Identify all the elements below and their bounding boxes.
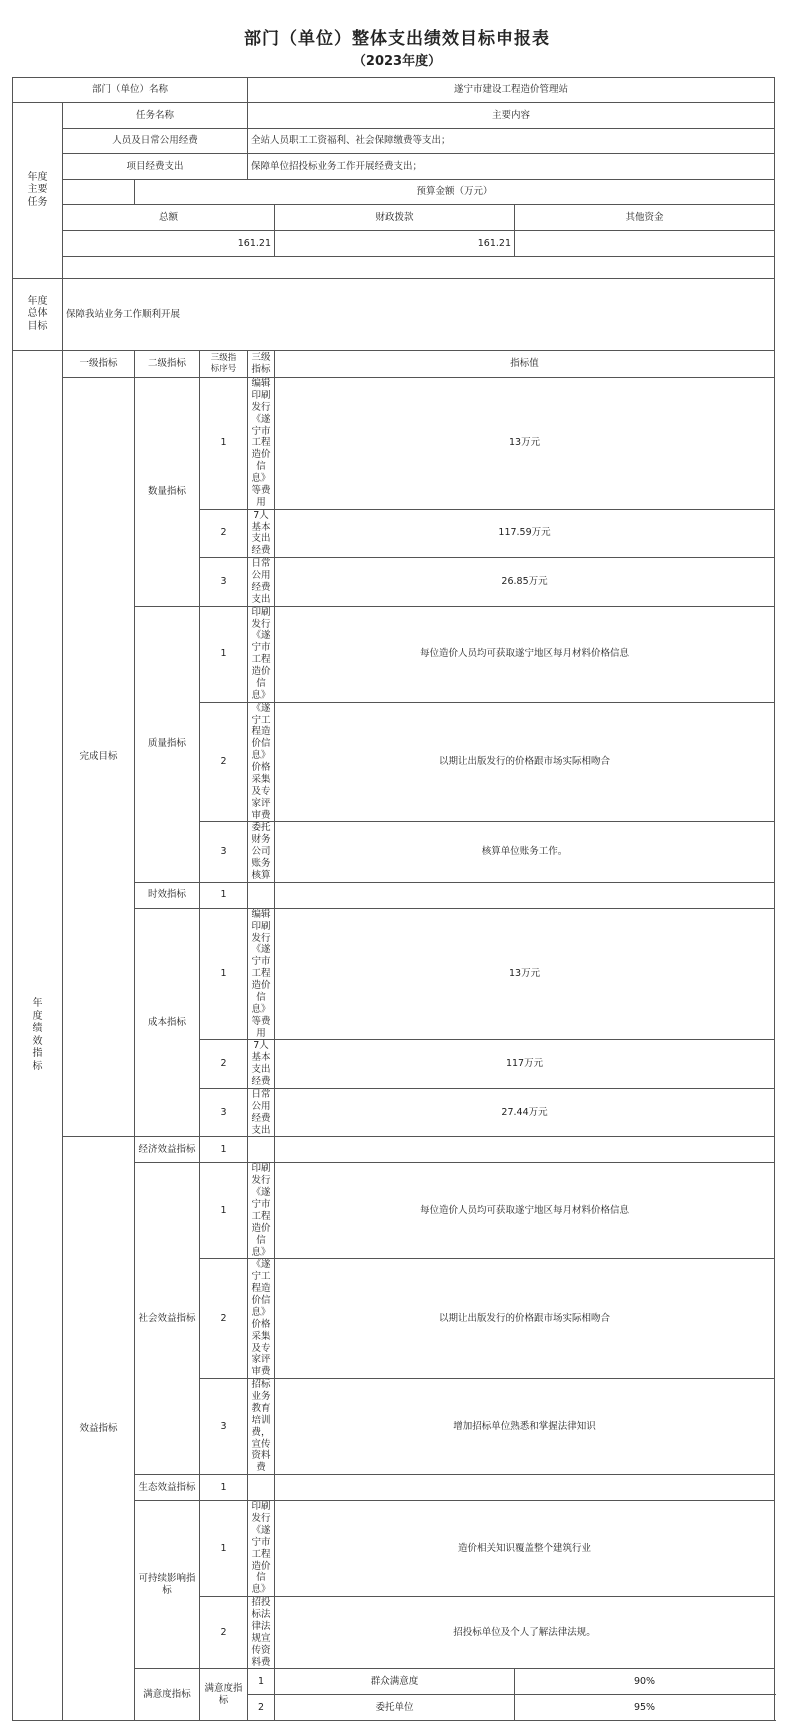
indicator-name: 委托财务公司账务核算	[248, 822, 275, 882]
row-no: 2	[248, 1695, 275, 1721]
economic-label: 经济效益指标	[135, 1137, 200, 1163]
indicator-name: 委托单位	[275, 1695, 515, 1721]
row-no: 1	[200, 1501, 248, 1597]
dept-name-value: 遂宁市建设工程造价管理站	[248, 78, 775, 103]
header-level3: 三级指标	[248, 351, 275, 378]
dept-name-label: 部门（单位）名称	[13, 78, 248, 103]
row-no: 2	[200, 702, 248, 822]
performance-table	[12, 77, 775, 1721]
row-no: 2	[200, 1040, 248, 1089]
indicator-name	[248, 1137, 275, 1163]
benefit-label: 效益指标	[63, 1137, 135, 1721]
sustainable-label: 可持续影响指标	[135, 1501, 200, 1669]
budget-header: 预算金额（万元）	[135, 180, 775, 205]
satisfaction-label: 满意度指标	[135, 1669, 200, 1721]
indicator-name: 印刷发行《遂宁市工程造价信息》	[248, 606, 275, 702]
indicator-value: 95%	[515, 1695, 775, 1721]
indicator-name: 招标业务教育培训费，宣传资料费	[248, 1379, 275, 1475]
row-no: 3	[200, 1379, 248, 1475]
task-name: 人员及日常公用经费	[63, 129, 248, 154]
row-no: 3	[200, 822, 248, 882]
task-name: 项目经费支出	[63, 154, 248, 180]
indicator-value: 每位造价人员均可获取遂宁地区每月材料价格信息	[275, 1163, 775, 1259]
completion-label: 完成目标	[63, 378, 135, 1137]
indicator-value: 13万元	[275, 378, 775, 510]
task-content-header: 主要内容	[248, 103, 775, 129]
row-no: 1	[200, 378, 248, 510]
goal-section-label: 年度 总体 目标	[13, 279, 63, 351]
indicator-value: 26.85万元	[275, 558, 775, 607]
indicator-name: 7人基本支出经费	[248, 1040, 275, 1089]
indicator-value	[275, 1475, 775, 1501]
indicator-name: 招投标法律法规宣传资料费	[248, 1597, 275, 1669]
indicator-value: 13万元	[275, 908, 775, 1040]
budget-total-header: 总额	[63, 205, 275, 231]
budget-fiscal-header: 财政拨款	[275, 205, 515, 231]
indicator-value: 117.59万元	[275, 509, 775, 558]
quantity-label: 数量指标	[135, 378, 200, 607]
row-no: 1	[248, 1669, 275, 1695]
indicator-value: 招投标单位及个人了解法律法规。	[275, 1597, 775, 1669]
row-no: 2	[200, 509, 248, 558]
indicator-value: 增加招标单位熟悉和掌握法律知识	[275, 1379, 775, 1475]
page-title: 部门（单位）整体支出绩效目标申报表	[244, 29, 550, 49]
indicator-name	[248, 1475, 275, 1501]
budget-other-value	[515, 231, 775, 257]
header-value: 指标值	[275, 351, 775, 378]
social-label: 社会效益指标	[135, 1163, 200, 1475]
indicator-value: 27.44万元	[275, 1088, 775, 1137]
header-level2: 二级指标	[135, 351, 200, 378]
budget-fiscal-value: 161.21	[275, 231, 515, 257]
row-no: 3	[200, 558, 248, 607]
indicator-value: 90%	[515, 1669, 775, 1695]
goal-text: 保障我站业务工作顺利开展	[63, 279, 775, 351]
quality-label: 质量指标	[135, 606, 200, 882]
row-no: 1	[200, 1475, 248, 1501]
timeliness-label: 时效指标	[135, 882, 200, 908]
indicator-name: 群众满意度	[275, 1669, 515, 1695]
indicator-name: 《遂宁工程造价信息》价格采集及专家评审费	[248, 702, 275, 822]
task-name-header: 任务名称	[63, 103, 248, 129]
indicator-name: 《遂宁工程造价信息》价格采集及专家评审费	[248, 1259, 275, 1379]
row-no: 1	[200, 1163, 248, 1259]
row-no: 1	[200, 606, 248, 702]
tasks-section-label: 年度 主要 任务	[13, 103, 63, 279]
ecological-label: 生态效益指标	[135, 1475, 200, 1501]
row-no: 1	[200, 1137, 248, 1163]
indicator-value: 以期让出版发行的价格跟市场实际相吻合	[275, 1259, 775, 1379]
page-year: （2023年度）	[352, 54, 442, 69]
header-level3-no: 三级指 标序号	[200, 351, 248, 378]
indicator-value: 核算单位账务工作。	[275, 822, 775, 882]
indicator-name: 编辑印刷发行《遂宁市工程造价信息》等费用	[248, 378, 275, 510]
cost-label: 成本指标	[135, 908, 200, 1137]
row-no: 2	[200, 1259, 248, 1379]
indicator-name: 印刷发行《遂宁市工程造价信息》	[248, 1501, 275, 1597]
row-no: 2	[200, 1597, 248, 1669]
indicator-name: 日常公用经费支出	[248, 558, 275, 607]
row-no: 1	[200, 882, 248, 908]
header-level1: 一级指标	[63, 351, 135, 378]
row-no: 3	[200, 1088, 248, 1137]
indicator-name: 日常公用经费支出	[248, 1088, 275, 1137]
budget-spacer	[63, 180, 135, 205]
indicator-value: 造价相关知识覆盖整个建筑行业	[275, 1501, 775, 1597]
indicator-value: 117万元	[275, 1040, 775, 1089]
indicator-value: 每位造价人员均可获取遂宁地区每月材料价格信息	[275, 606, 775, 702]
indicator-value	[275, 882, 775, 908]
budget-total-value: 161.21	[63, 231, 275, 257]
indicator-value: 以期让出版发行的价格跟市场实际相吻合	[275, 702, 775, 822]
indicator-name: 编辑印刷发行《遂宁市工程造价信息》等费用	[248, 908, 275, 1040]
indicator-value	[275, 1137, 775, 1163]
budget-other-header: 其他资金	[515, 205, 775, 231]
row-no: 1	[200, 908, 248, 1040]
satisfaction-sub-label: 满意度指标	[200, 1669, 248, 1721]
tasks-blank-row	[63, 257, 775, 279]
indicator-name: 7人基本支出经费	[248, 509, 275, 558]
perf-section-label: 年 度 绩 效 指 标	[13, 351, 63, 1721]
task-content: 全站人员职工工资福利、社会保障缴费等支出；	[248, 129, 775, 154]
indicator-name	[248, 882, 275, 908]
indicator-name: 印刷发行《遂宁市工程造价信息》	[248, 1163, 275, 1259]
task-content: 保障单位招投标业务工作开展经费支出；	[248, 154, 775, 180]
